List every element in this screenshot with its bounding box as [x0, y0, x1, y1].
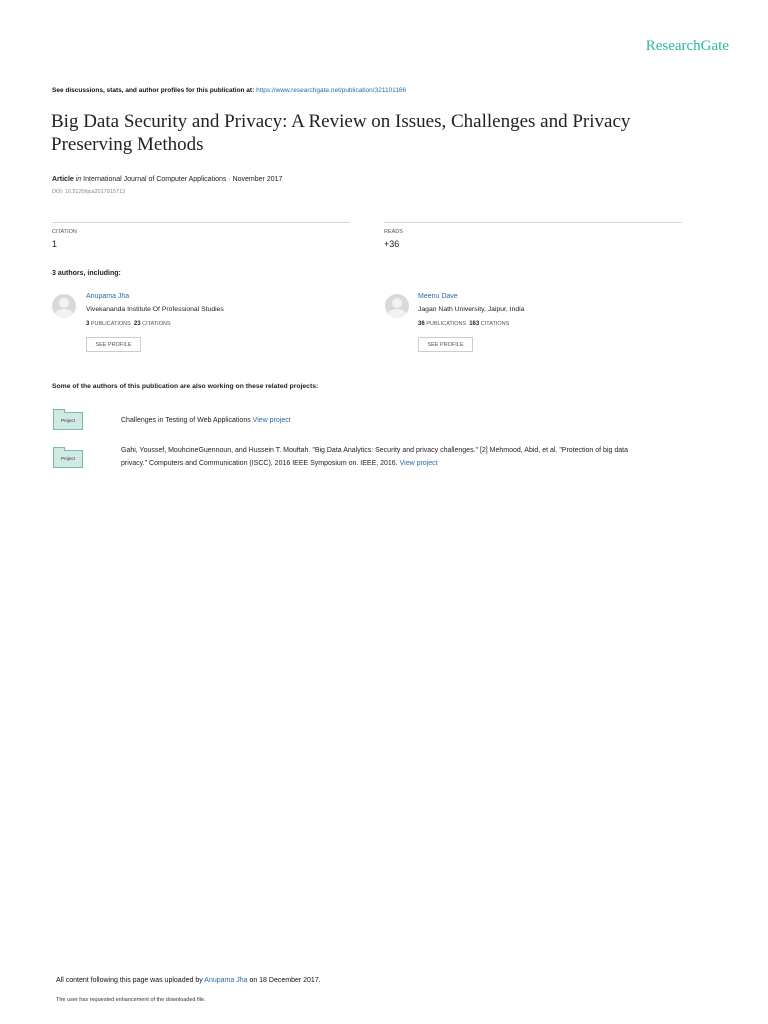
avatar-icon[interactable]: [52, 294, 76, 318]
see-profile-button[interactable]: SEE PROFILE: [418, 337, 473, 352]
project-title: Challenges in Testing of Web Applications: [121, 417, 251, 424]
doi: DOI: 10.5120/ijca2017915713: [52, 189, 126, 195]
paper-title: [51, 110, 701, 156]
researchgate-logo[interactable]: ResearchGate: [645, 38, 729, 54]
paper-title-line-2: Preserving Methods: [51, 134, 204, 155]
upload-date: on 18 December 2017.: [249, 977, 321, 984]
author-institution: Jagan Nath University, Jaipur, India: [418, 306, 525, 313]
project-item: [121, 444, 721, 470]
citations-count: 23: [133, 321, 141, 327]
project-folder-icon[interactable]: Project: [53, 450, 83, 468]
publication-url-link[interactable]: https://www.researchgate.net/publication/321101166: [256, 87, 407, 94]
publications-count: 3: [86, 321, 90, 327]
in-label: in: [75, 176, 82, 183]
citations-label: CITATIONS: [480, 321, 510, 327]
author-institution: Vivekananda Institute Of Professional Studies: [86, 306, 224, 313]
uploader-link[interactable]: Anupama Jha: [204, 977, 248, 984]
publications-count: 36: [418, 321, 425, 327]
view-project-link[interactable]: View project: [399, 460, 438, 467]
paper-title-line-1: Big Data Security and Privacy: A Review on Issues, Challenges and Privacy: [51, 111, 631, 132]
author-stats: [418, 321, 509, 327]
discussion-notice: [52, 87, 406, 94]
upload-prefix: All content following this page was uploaded by: [56, 977, 203, 984]
citation-label: CITATION: [52, 229, 77, 235]
project-item: [121, 414, 291, 427]
view-project-link[interactable]: View project: [252, 417, 291, 424]
reads-count: +36: [384, 239, 400, 249]
divider-left: [52, 222, 350, 223]
author-stats: [86, 321, 171, 327]
project-folder-icon[interactable]: Project: [53, 412, 83, 430]
discussion-notice-text: See discussions, stats, and author profiles for this publication at:: [52, 87, 255, 94]
publication-date: · November 2017: [228, 176, 283, 183]
related-projects-heading: Some of the authors of this publication are also working on these related projects:: [52, 383, 319, 390]
avatar-icon[interactable]: [385, 294, 409, 318]
publications-label: PUBLICATIONS: [90, 321, 131, 327]
journal-name: International Journal of Computer Applications: [83, 176, 227, 183]
author-name[interactable]: Anupama Jha: [86, 293, 130, 300]
upload-notice: [56, 977, 321, 984]
citation-count: 1: [52, 239, 58, 249]
project-title-line-2: [121, 457, 721, 470]
see-profile-button[interactable]: SEE PROFILE: [86, 337, 141, 352]
divider-right: [384, 222, 682, 223]
enhancement-note: The user has requested enhancement of the downloaded file.: [56, 997, 206, 1003]
author-name[interactable]: Meenu Dave: [418, 293, 458, 300]
citations-count: 163: [469, 321, 480, 327]
publication-type: Article: [52, 176, 74, 183]
project-title-line-1: Gahi, Youssef, MouhcineGuennoun, and Hussein T. Mouftah. "Big Data Analytics: Security and privacy challenges." [2] Mehmood, Abid, et al. "Protection of big data: [121, 447, 628, 454]
project-title-line-2-text: privacy." Computers and Communication (ISCC), 2016 IEEE Symposium on. IEEE, 2016.: [121, 460, 398, 467]
reads-label: READS: [384, 229, 403, 235]
publications-label: PUBLICATIONS: [426, 321, 467, 327]
authors-heading: 3 authors, including:: [52, 270, 121, 277]
citations-label: CITATIONS: [142, 321, 171, 327]
publication-meta: [52, 176, 282, 183]
